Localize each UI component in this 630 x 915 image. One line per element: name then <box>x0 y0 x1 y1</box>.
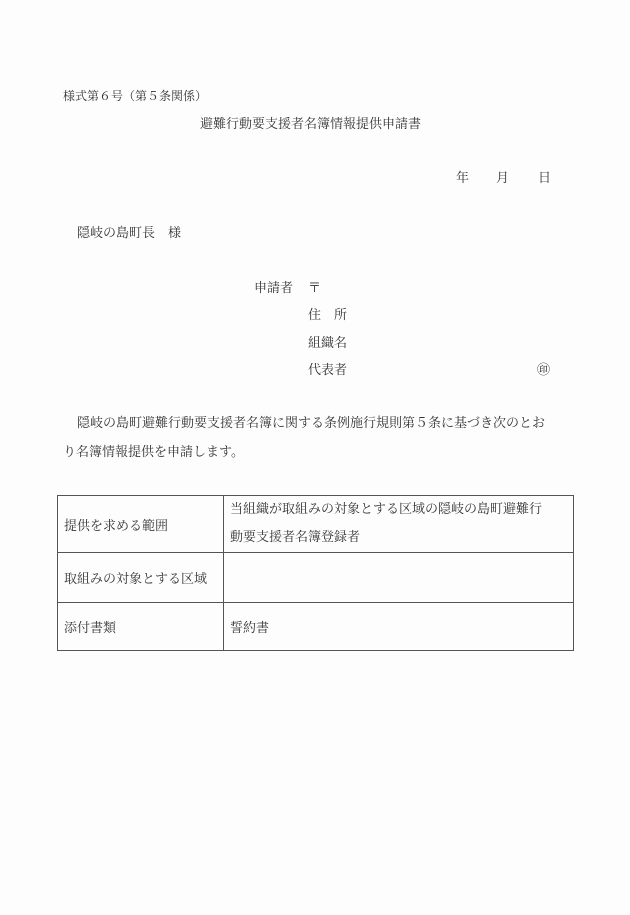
date-day-label: 日 <box>538 171 552 186</box>
row-value-line1: 当組織が取組みの対象とする区域の隠岐の島町避難行 <box>230 502 543 517</box>
date-year-label: 年 <box>456 171 470 186</box>
table-row <box>58 496 574 553</box>
table-row <box>58 603 574 651</box>
addressee: 隠岐の島町長 様 <box>77 226 182 241</box>
row-value-line2: 動要支援者名簿登録者 <box>230 530 361 545</box>
applicant-label: 申請者 <box>254 281 294 296</box>
request-table <box>57 495 574 651</box>
postal-mark: 〒 <box>308 281 322 296</box>
row-label: 取組みの対象とする区域 <box>58 553 224 603</box>
representative-label: 代表者 <box>308 363 348 378</box>
table-row <box>58 553 574 603</box>
date-month-label: 月 <box>496 171 510 186</box>
row-value <box>224 553 574 603</box>
body-text-line1: 隠岐の島町避難行動要支援者名簿に関する条例施行規則第５条に基づき次のとお <box>77 416 546 431</box>
row-label: 添付書類 <box>58 603 224 651</box>
row-value: 誓約書 <box>224 603 574 651</box>
seal-mark-icon: ㊞ <box>537 363 551 378</box>
document-title: 避難行動要支援者名簿情報提供申請書 <box>200 117 422 132</box>
address-label: 住 所 <box>308 308 348 323</box>
row-label: 提供を求める範囲 <box>58 496 224 553</box>
row-value <box>224 496 574 553</box>
form-number: 様式第６号（第５条関係） <box>63 89 208 103</box>
body-text-line2: り名簿情報提供を申請します。 <box>63 445 244 460</box>
organization-label: 組織名 <box>308 336 348 351</box>
